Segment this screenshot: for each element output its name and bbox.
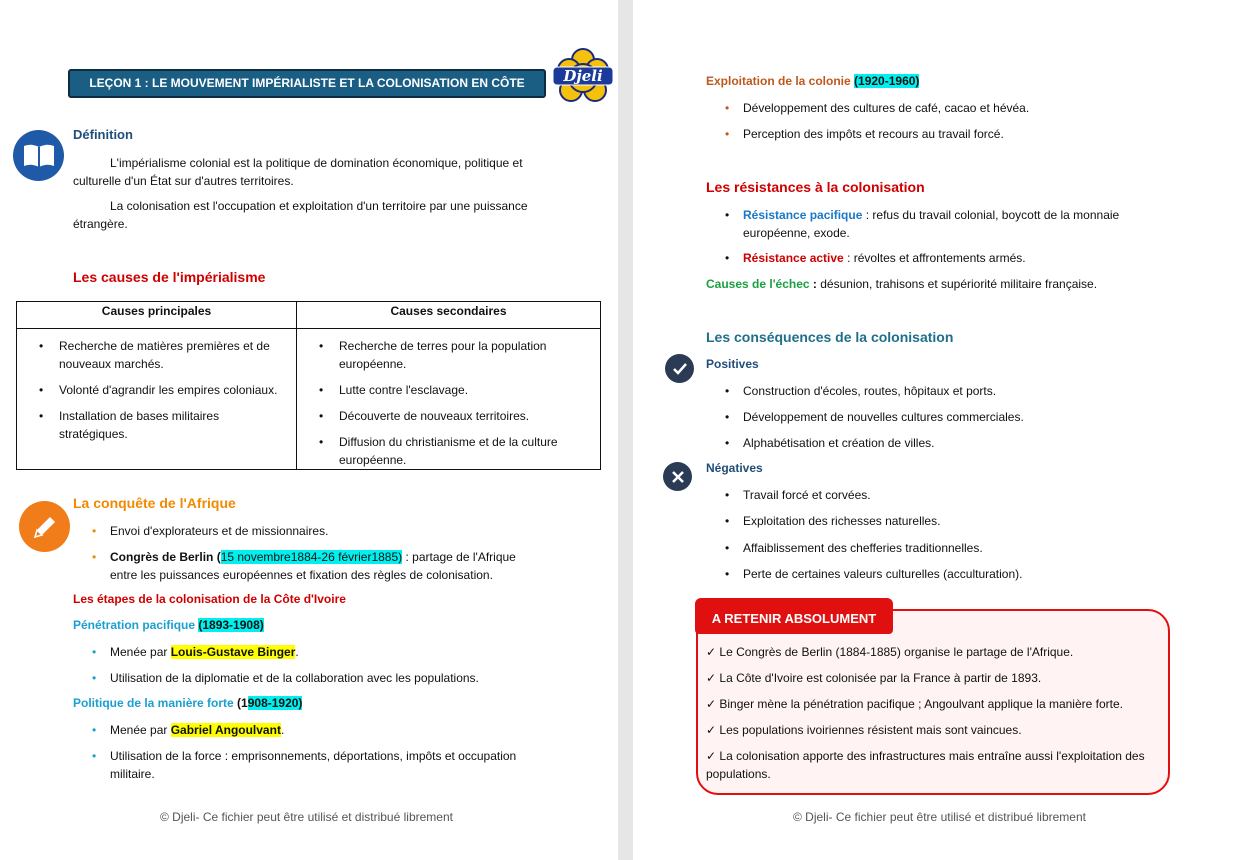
definition-p2-line1: La colonisation est l'occupation et exploitation d'un territoire par une puissance <box>110 199 528 213</box>
resistance-pacifique-text: : refus du travail colonial, boycott de la monnaie <box>862 208 1120 222</box>
exploitation-item: • Perception des impôts et recours au travail forcé. <box>743 125 1004 143</box>
conquete-item-berlin <box>110 548 516 566</box>
pencil-icon <box>19 501 70 552</box>
politique-dates-b: 908-1920) <box>247 696 303 710</box>
angoulvant-name: Gabriel Angoulvant <box>170 723 281 737</box>
cause-secondary-item: • Découverte de nouveaux territoires. <box>297 407 600 425</box>
footer-left: © Djeli- Ce fichier peut être utilisé et distribué librement <box>160 810 453 824</box>
logo-text: Djeli <box>563 67 603 85</box>
cause-secondary-item: • Diffusion du christianisme et de la culture européenne. <box>297 433 600 469</box>
conquete-heading: La conquête de l'Afrique <box>73 495 236 511</box>
causes-table <box>16 301 601 470</box>
conquete-item: • Envoi d'explorateurs et de missionnaires. <box>110 522 328 540</box>
berlin-dates: 15 novembre1884-26 février1885) <box>220 550 403 564</box>
definition-p1-line1: L'impérialisme colonial est la politique de domination économique, politique et <box>110 156 523 170</box>
cause-main-item: • Volonté d'agrandir les empires coloniaux. <box>17 381 296 399</box>
binger-name: Louis-Gustave Binger <box>170 645 296 659</box>
cause-secondary-item: • Recherche de terres pour la population européenne. <box>297 337 600 373</box>
cause-secondary-item: • Lutte contre l'esclavage. <box>297 381 600 399</box>
etapes-heading: Les étapes de la colonisation de la Côte d'Ivoire <box>73 592 346 606</box>
penetration-dates: (1893-1908) <box>198 618 264 632</box>
negative-item: • Exploitation des richesses naturelles. <box>743 512 940 530</box>
col-header-main: Causes principales <box>17 302 297 329</box>
cause-main-item: • Recherche de matières premières et de nouveaux marchés. <box>17 337 296 373</box>
exploitation-label: Exploitation de la colonie <box>706 74 855 88</box>
positive-item: • Alphabétisation et création de villes. <box>743 434 934 452</box>
exploitation-heading <box>706 74 919 88</box>
penetration-heading <box>73 618 264 632</box>
echec-line <box>706 275 1097 293</box>
politique-heading <box>73 696 302 710</box>
negative-item: • Affaiblissement des chefferies traditionnelles. <box>743 539 983 557</box>
exploitation-dates: (1920-1960) <box>854 74 920 88</box>
politique-dates-a: (1 <box>237 696 248 710</box>
politique-post: . <box>280 723 285 737</box>
djeli-logo <box>549 48 617 106</box>
retenir-item: ✓ Binger mène la pénétration pacifique ; Angoulvant applique la manière forte. <box>706 697 1123 711</box>
footer-right: © Djeli- Ce fichier peut être utilisé et distribué librement <box>793 810 1086 824</box>
negatives-label: Négatives <box>706 461 763 475</box>
resistance-active-label: Résistance active <box>743 251 844 265</box>
lesson-title: LEÇON 1 : LE MOUVEMENT IMPÉRIALISTE ET LA COLONISATION EN CÔTE D'IVOIRE <box>68 69 546 98</box>
consequences-heading: Les conséquences de la colonisation <box>706 329 954 345</box>
politique-pre: Menée par <box>110 723 171 737</box>
echec-colon: : <box>809 277 817 291</box>
penetration-item <box>110 643 299 661</box>
echec-text: désunion, trahisons et supériorité militaire française. <box>816 277 1098 291</box>
x-circle-icon <box>663 462 692 491</box>
berlin-text: : partage de l'Afrique <box>402 550 516 564</box>
causes-main-cell <box>17 329 297 470</box>
politique-item <box>110 721 284 739</box>
resistances-heading: Les résistances à la colonisation <box>706 179 925 195</box>
exploitation-item: • Développement des cultures de café, cacao et hévéa. <box>743 99 1029 117</box>
positive-item: • Développement de nouvelles cultures commerciales. <box>743 408 1024 426</box>
politique-item-line2: militaire. <box>110 767 155 781</box>
penetration-pre: Menée par <box>110 645 171 659</box>
negative-item: • Travail forcé et corvées. <box>743 486 871 504</box>
berlin-text-line2: entre les puissances européennes et fixation des règles de colonisation. <box>110 568 493 582</box>
negative-item: • Perte de certaines valeurs culturelles (acculturation). <box>743 565 1022 583</box>
positive-item: • Construction d'écoles, routes, hôpitaux et ports. <box>743 382 996 400</box>
retenir-label: A RETENIR ABSOLUMENT <box>695 598 893 634</box>
penetration-label: Pénétration pacifique <box>73 618 199 632</box>
retenir-item: ✓ Le Congrès de Berlin (1884-1885) organise le partage de l'Afrique. <box>706 645 1074 659</box>
penetration-post: . <box>295 645 299 659</box>
causes-heading: Les causes de l'impérialisme <box>73 269 266 285</box>
col-header-secondary: Causes secondaires <box>297 302 601 329</box>
echec-label: Causes de l'échec <box>706 277 810 291</box>
resistance-pacifique-label: Résistance pacifique <box>743 208 863 222</box>
berlin-label: Congrès de Berlin ( <box>110 550 221 564</box>
book-icon <box>13 130 64 181</box>
penetration-item: • Utilisation de la diplomatie et de la collaboration avec les populations. <box>110 669 479 687</box>
positives-label: Positives <box>706 357 759 371</box>
resistance-pacifique <box>743 206 1119 224</box>
definition-p2-line2: étrangère. <box>73 217 128 231</box>
cause-main-item: • Installation de bases militaires stratégiques. <box>17 407 296 443</box>
definition-p1-line2: culturelle d'un État sur d'autres territoires. <box>73 174 294 188</box>
resistance-active <box>743 249 1026 267</box>
causes-secondary-cell <box>297 329 601 470</box>
check-circle-icon <box>665 354 694 383</box>
retenir-item: ✓ Les populations ivoiriennes résistent mais sont vaincues. <box>706 723 1022 737</box>
retenir-item: ✓ La Côte d'Ivoire est colonisée par la France à partir de 1893. <box>706 671 1042 685</box>
retenir-item: ✓ La colonisation apporte des infrastructures mais entraîne aussi l'exploitation des <box>706 749 1145 763</box>
resistance-pacifique-line2: européenne, exode. <box>743 226 850 240</box>
politique-label: Politique de la manière forte <box>73 696 238 710</box>
retenir-item-line2: populations. <box>706 767 771 781</box>
politique-item: • Utilisation de la force : emprisonnements, déportations, impôts et occupation <box>110 747 516 765</box>
resistance-active-text: : révoltes et affrontements armés. <box>843 251 1026 265</box>
definition-heading: Définition <box>73 127 133 142</box>
